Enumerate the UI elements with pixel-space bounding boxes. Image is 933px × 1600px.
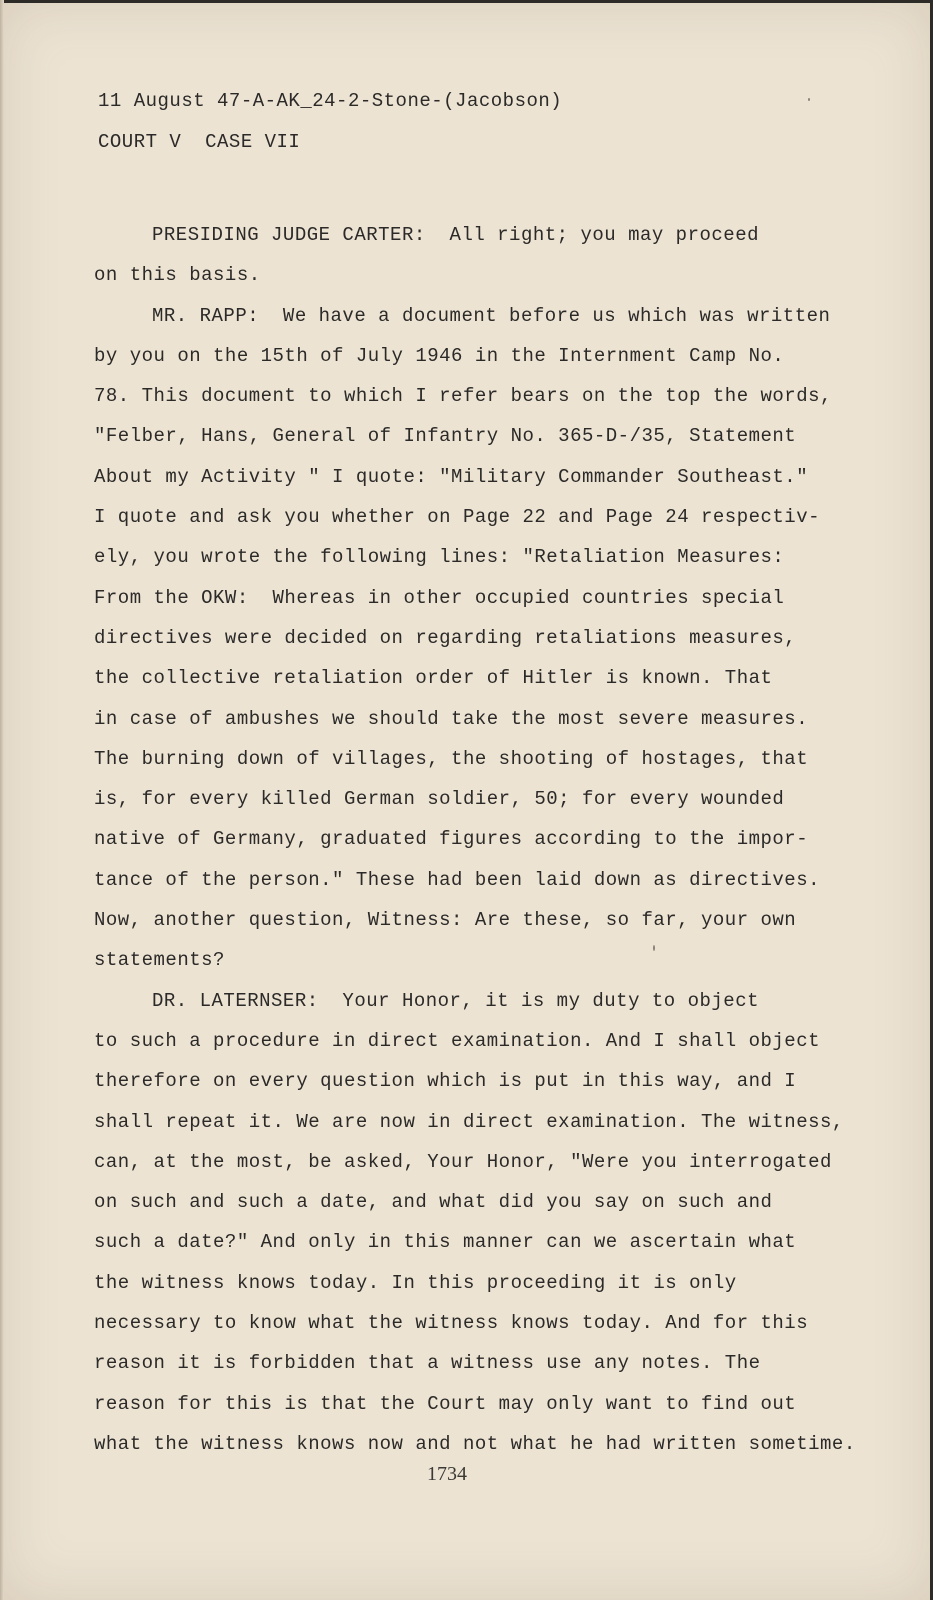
transcript-line: native of Germany, graduated figures according to the impor-: [94, 828, 809, 851]
transcript-line: on this basis.: [94, 264, 261, 287]
header-court-case: COURT V CASE VII: [98, 131, 301, 153]
transcript-line: in case of ambushes we should take the most severe measures.: [94, 707, 809, 730]
scan-edge-left: [0, 0, 4, 1600]
transcript-line: From the OKW: Whereas in other occupied countries special: [94, 586, 785, 609]
transcript-line: directives were decided on regarding retaliations measures,: [94, 626, 797, 649]
transcript-line: can, at the most, be asked, Your Honor, "Were you interrogated: [94, 1150, 832, 1173]
transcript-line: shall repeat it. We are now in direct examination. The witness,: [94, 1110, 844, 1133]
transcript-line: tance of the person." These had been laid down as directives.: [94, 868, 821, 891]
paper-speck: [808, 98, 810, 101]
transcript-line: is, for every killed German soldier, 50; for every wounded: [94, 788, 785, 811]
transcript-line: the witness knows today. In this proceeding it is only: [94, 1271, 737, 1294]
transcript-body: [94, 215, 894, 1464]
page-number: 1734: [427, 1463, 467, 1485]
transcript-line: therefore on every question which is put in this way, and I: [94, 1070, 797, 1093]
transcript-line: Now, another question, Witness: Are these, so far, your own: [94, 909, 797, 932]
transcript-line: reason it is forbidden that a witness use any notes. The: [94, 1352, 761, 1375]
transcript-line: About my Activity " I quote: "Military Commander Southeast.": [94, 465, 809, 488]
transcript-line: 78. This document to which I refer bears on the top the words,: [94, 385, 832, 408]
transcript-line: MR. RAPP: We have a document before us which was written: [152, 304, 831, 327]
transcript-line: "Felber, Hans, General of Infantry No. 365-D-/35, Statement: [94, 425, 797, 448]
header-session-line: 11 August 47-A-AK_24-2-Stone-(Jacobson): [98, 90, 563, 112]
paper-speck: [653, 945, 655, 951]
transcript-line: such a date?" And only in this manner can we ascertain what: [94, 1231, 797, 1254]
transcript-line: by you on the 15th of July 1946 in the Internment Camp No.: [94, 344, 785, 367]
transcript-line: necessary to know what the witness knows today. And for this: [94, 1312, 809, 1335]
transcript-line: DR. LATERNSER: Your Honor, it is my duty to object: [152, 989, 759, 1012]
transcript-line: reason for this is that the Court may only want to find out: [94, 1392, 797, 1415]
transcript-line: PRESIDING JUDGE CARTER: All right; you may proceed: [152, 224, 759, 246]
transcript-line: what the witness knows now and not what he had written sometime.: [94, 1432, 856, 1455]
scan-edge-top: [0, 0, 933, 3]
transcript-line: statements?: [94, 949, 225, 972]
transcript-line: the collective retaliation order of Hitler is known. That: [94, 667, 773, 690]
transcript-line: on such and such a date, and what did you say on such and: [94, 1191, 773, 1214]
transcript-line: to such a procedure in direct examination. And I shall object: [94, 1029, 821, 1052]
transcript-line: ely, you wrote the following lines: "Retaliation Measures:: [94, 546, 785, 569]
transcript-line: I quote and ask you whether on Page 22 and Page 24 respectiv-: [94, 506, 821, 529]
transcript-line: The burning down of villages, the shooting of hostages, that: [94, 747, 809, 770]
